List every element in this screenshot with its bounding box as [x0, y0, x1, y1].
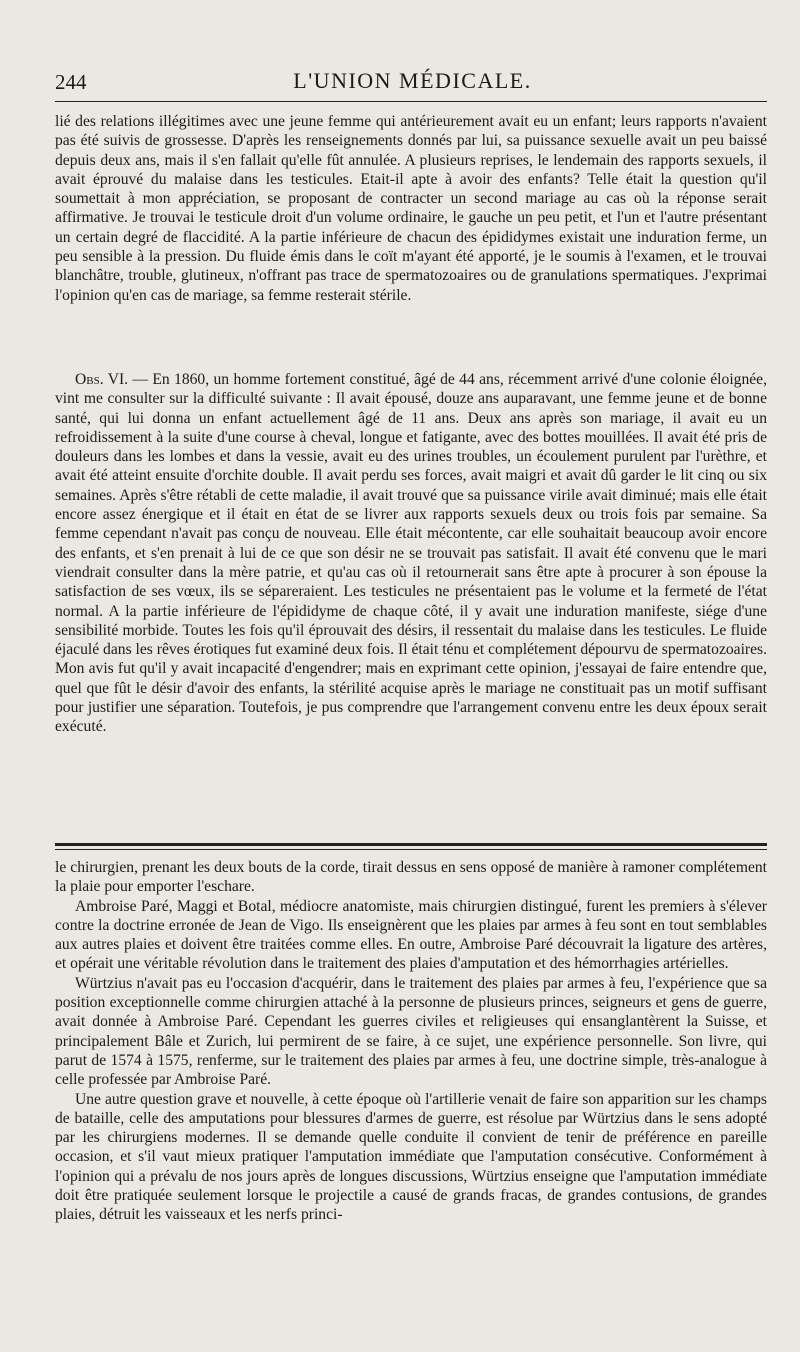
observation-vi — [55, 370, 767, 830]
paragraph: Würtzius n'avait pas eu l'occasion d'acquérir, dans le traitement des plaies par armes à feu, l'expérience que sa position exceptionnelle comme chirurgien attaché à la personne de plusieurs princes, seigneurs et gens de guerre, avait donnée à Ambroise Paré. Cependant les guerres civiles et religieuses qui ensanglantèrent la Suisse, et principalement Bâle et Zurich, lui permirent de se faire, à ce sujet, une expérience personnelle. Son livre, qui parut de 1574 à 1575, renferme, sur le traitement des plaies par armes à feu, une doctrine simple, très-analogue à celle professée par Ambroise Paré. — [55, 974, 767, 1089]
observation-text: — En 1860, un homme fortement constitué, âgé de 44 ans, récemment arrivé d'une colonie éloignée, vint me consulter sur la difficulté suivante : Il avait épousé, douze ans auparavant, une femme jeune et de bonne santé, qui lui donna un enfant actuellement âgé de 11 ans. Deux ans après son mariage, il avait eu un refroidissement à la suite d'une course à cheval, longue et fatigante, avec des bottes mouillées. Il avait été pris de douleurs dans les lombes et dans la vessie, avait eu des urines troubles, un écoulement purulent par l'urèthre, et avait été atteint ensuite d'orchite double. Il avait perdu ses forces, avait maigri et avait dû garder le lit cinq ou six semaines. Après s'être rétabli de cette maladie, il avait trouvé que sa puissance virile avait diminué; mais elle était encore assez énergique et il était en état de se livrer aux rapports sexuels deux ou trois fois par semaine. Sa femme cependant n'avait pas conçu de nouveau. Elle était mécontente, car elle souhaitait beaucoup avoir encore des enfants, et s'en prenait à lui de ce que son désir ne se trouvait pas satisfait. Il avait été convenu que le mari viendrait consulter dans la mère patrie, et qu'au cas où il retournerait sans être apte à procurer à son épouse la satisfaction de ses vœux, ils se sépareraient. Les testicules ne présentaient pas le volume et la fermeté de l'état normal. A la partie inférieure de l'épididyme de chaque côté, il y avait une induration manifeste, siége d'une sensibilité morbide. Toutes les fois qu'il éprouvait des désirs, il ressentait du malaise dans les testicules. Le fluide éjaculé dans les rêves érotiques fut examiné deux fois. Il était ténu et complétement dépourvu de spermatozoaires. Mon avis fut qu'il y avait incapacité d'engendrer; mais en exprimant cette opinion, j'essayai de faire entendre que, quel que fût le désir d'avoir des enfants, la stérilité acquise après le mariage ne constituait pas un motif suffisant pour justifier une séparation. Toutefois, je pus comprendre que l'arrangement convenu entre les deux époux serait exécuté. — [55, 371, 767, 736]
running-title: L'UNION MÉDICALE. — [293, 68, 532, 93]
paragraph: Une autre question grave et nouvelle, à cette époque où l'artillerie venait de faire son apparition sur les champs de bataille, celle des amputations pour blessures d'armes de guerre, est résolue par Würtzius dans le sens adopté par les chirurgiens modernes. Il se demande quelle conduite il convient de tenir de préférence en pareille occasion, et s'il vaut mieux pratiquer l'amputation immédiate que l'amputation consécutive. Conformément à l'opinion qui a prévalu de nos jours après de longues discussions, Würtzius enseigne que l'amputation immédiate doit être pratiquée seulement lorsque le projectile a causé de grands fracas, de grandes contusions, de grandes plaies, détruit les vaisseaux et les nerfs princi- — [55, 1090, 767, 1224]
paragraph: lié des relations illégitimes avec une jeune femme qui antérieurement avait eu un enfant; leurs rapports n'avaient pas été suivis de grossesse. D'après les renseignements donnés par lui, sa puissance sexuelle avait un peu baissé depuis deux ans, mais il s'en fallait qu'elle fût annulée. A plusieurs reprises, le lendemain des rapports sexuels, il avait éprouvé du malaise dans les testicules. Etait-il apte à avoir des enfants? Telle était la question qu'il soumettait à mon appréciation, se proposant de contracter un second mariage au cas où la réponse serait affirmative. Je trouvai le testicule droit d'un volume ordinaire, le gauche un peu petit, et l'un et l'autre présentant un certain degré de flaccidité. A la partie inférieure de chacun des épididymes existait une induration ferme, un peu sensible à la pression. Du fluide émis dans le coït m'ayant été apporté, je le soumis à l'examen, et le trouvai blanchâtre, trouble, glutineux, n'offrant pas trace de spermatozoaires ou de granulations spermatiques. J'exprimai l'opinion qu'en cas de mariage, sa femme resterait stérile. — [55, 113, 767, 304]
paragraph: Ambroise Paré, Maggi et Botal, médiocre anatomiste, mais chirurgien distingué, furent les premiers à s'élever contre la doctrine erronée de Jean de Vigo. Ils enseignèrent que les plaies par armes à feu sont en tout semblables aux autres plaies et doivent être traitées comme elles. En outre, Ambroise Paré découvrait la ligature des artères, et opérait une véritable révolution dans le traitement des plaies d'amputation et des hémorrhagies artérielles. — [55, 897, 767, 973]
observation-continuation — [55, 112, 767, 352]
paragraph — [55, 370, 767, 737]
page-header — [55, 66, 770, 96]
observation-label: Obs. VI. — [75, 371, 129, 388]
header-rule — [55, 101, 767, 102]
page-number: 244 — [55, 70, 87, 94]
section-rule — [55, 849, 767, 850]
feuilleton-text — [55, 858, 767, 1338]
section-rule — [55, 843, 767, 846]
paragraph: le chirurgien, prenant les deux bouts de la corde, tirait dessus en sens opposé de manière à ramoner complétement la plaie pour emporter l'eschare. — [55, 859, 767, 896]
